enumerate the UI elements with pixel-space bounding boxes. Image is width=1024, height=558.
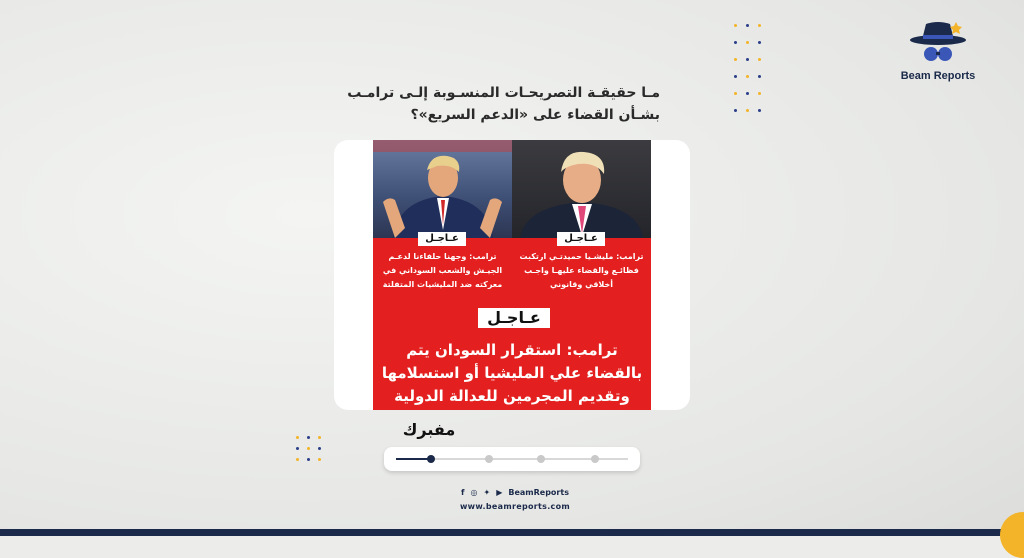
instagram-icon[interactable]: ◎	[470, 488, 478, 497]
breaking-badge: عـاجـل	[418, 232, 466, 246]
brand-logo[interactable]	[888, 18, 988, 82]
screenshot-collage	[373, 140, 651, 410]
scale-point	[591, 455, 599, 463]
social-handle: BeamReports	[508, 488, 569, 497]
twitter-icon[interactable]: ✦	[483, 488, 491, 497]
scale-point-active	[427, 455, 435, 463]
page-title: مـا حقيقـة التصريحـات المنسـوبة إلـى ترامـب بشـأن القضاء على «الدعم السريع»؟	[347, 85, 660, 123]
footer-social	[440, 488, 590, 511]
breaking-text: ترامب: مليشـيا حميدتـي ارتكبت فظائـع والقضاء عليهـا واجـب أخلاقي وقانوني	[519, 252, 644, 289]
youtube-icon[interactable]: ▶	[496, 488, 503, 497]
breaking-badge: عـاجـل	[557, 232, 605, 246]
decorative-dots	[734, 24, 761, 112]
photo-trump-speaking	[373, 140, 512, 238]
scale-point	[537, 455, 545, 463]
photo-trump-portrait	[512, 140, 651, 238]
brand-name: Beam Reports	[900, 70, 976, 82]
breaking-news-left	[373, 140, 513, 302]
verdict-scale	[384, 447, 640, 471]
scale-point	[485, 455, 493, 463]
bottom-bar	[0, 529, 1024, 536]
decorative-dots	[296, 436, 321, 461]
website-link[interactable]: www.beamreports.com	[459, 502, 571, 511]
verdict-label: مفبرك	[402, 420, 456, 439]
spy-hat-icon	[908, 18, 968, 66]
breaking-news-right	[512, 140, 651, 302]
breaking-text: ترامب: وجهنا حلفاءنا لدعـم الجيـش والشعب السوداني في معركته ضد المليشيات المتفلتة	[382, 252, 503, 289]
breaking-badge: عـاجـل	[478, 308, 550, 328]
breaking-news-main	[373, 303, 651, 410]
breaking-text: ترامب: استقرار السودان يتم بالقضاء علي المليشيا أو استسلامها وتقديم المجرمين للعدالة الدولية	[381, 341, 643, 405]
facebook-icon[interactable]: f	[461, 488, 465, 497]
